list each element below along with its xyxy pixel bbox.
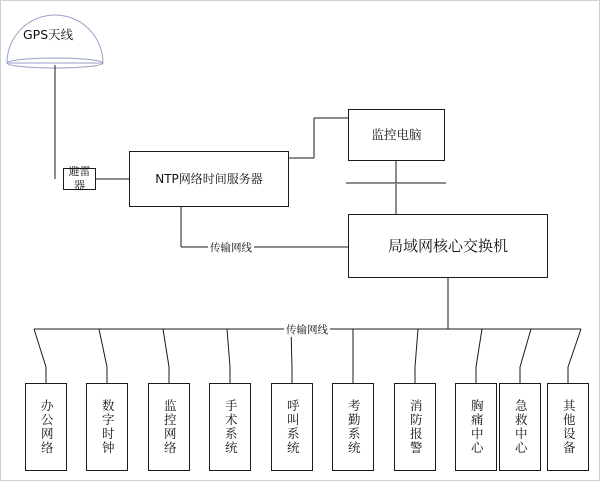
leaf-node-office-network[interactable]: 办公网络 — [25, 383, 67, 471]
leaf-node-digital-clock[interactable]: 数字时钟 — [86, 383, 128, 471]
leaf-node-surveillance-network[interactable]: 监控网络 — [148, 383, 190, 471]
gps-antenna-label: GPS天线 — [23, 27, 74, 42]
ntp-time-server-node[interactable]: NTP网络时间服务器 — [129, 151, 289, 207]
leaf-node-chest-pain-center[interactable]: 胸痛中心 — [455, 383, 497, 471]
monitor-computer-node[interactable]: 监控电脑 — [348, 109, 445, 161]
leaf-node-surgery-system[interactable]: 手术系统 — [209, 383, 251, 471]
leaf-node-other-devices[interactable]: 其他设备 — [547, 383, 589, 471]
link-label-switch-to-clients: 传输网线 — [286, 324, 328, 336]
leaf-node-nurse-call-system[interactable]: 呼叫系统 — [271, 383, 313, 471]
link-label-ntp-to-switch: 传输网线 — [210, 242, 252, 254]
leaf-node-emergency-center[interactable]: 急救中心 — [499, 383, 541, 471]
leaf-node-attendance-system[interactable]: 考勤系统 — [332, 383, 374, 471]
core-switch-node[interactable]: 局域网核心交换机 — [348, 214, 548, 278]
lightning-arrester-node[interactable]: 避雷器 — [63, 168, 96, 190]
leaf-node-fire-alarm[interactable]: 消防报警 — [394, 383, 436, 471]
